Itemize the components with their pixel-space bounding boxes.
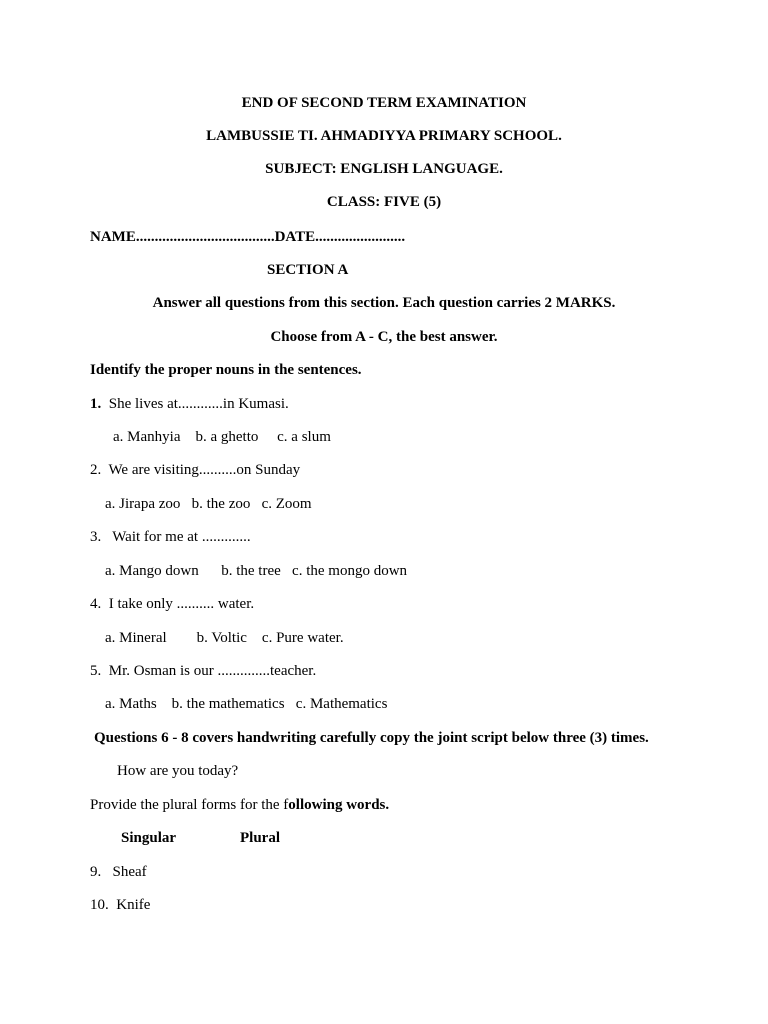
choose-instruction: Choose from A - C, the best answer. (270, 329, 498, 345)
class-line: CLASS: FIVE (5) (326, 194, 442, 210)
question-text: We are visiting..........on Sunday (101, 462, 301, 478)
question-3 (90, 528, 251, 546)
section-title: SECTION A (267, 262, 349, 278)
question-2-options: a. Jirapa zoo b. the zoo c. Zoom (105, 496, 312, 512)
question-3-options: a. Mango down b. the tree c. the mongo down (105, 563, 408, 579)
question-2 (90, 461, 300, 479)
question-number: 5. (90, 663, 102, 679)
question-number: 4. (90, 596, 102, 612)
school-name: LAMBUSSIE TI. AHMADIYYA PRIMARY SCHOOL. (206, 128, 562, 144)
name-date-line: NAME.....................................DATE........................ (90, 229, 406, 245)
column-header-plural: Plural (240, 830, 280, 846)
question-number: 3. (90, 529, 102, 545)
question-text: I take only .......... water. (101, 596, 255, 612)
question-text: Mr. Osman is our ..............teacher. (101, 663, 317, 679)
plural-instruction-start: Provide the plural forms for the f (90, 797, 289, 813)
column-header-singular: Singular (121, 830, 177, 846)
plural-instruction (90, 796, 389, 814)
item-number: 10. (90, 897, 109, 913)
plural-item-9 (90, 863, 147, 881)
question-4 (90, 595, 254, 613)
item-word: Sheaf (101, 864, 147, 880)
question-5 (90, 662, 316, 680)
question-text: She lives at............in Kumasi. (101, 396, 289, 412)
section-instruction: Answer all questions from this section. Each question carries 2 MARKS. (152, 295, 616, 311)
item-number: 9. (90, 864, 102, 880)
plural-item-10 (90, 896, 150, 914)
question-number: 2. (90, 462, 102, 478)
question-5-options: a. Maths b. the mathematics c. Mathematics (105, 696, 388, 712)
handwriting-instruction: Questions 6 - 8 covers handwriting carefully copy the joint script below three (3) times. (94, 730, 649, 746)
question-4-options: a. Mineral b. Voltic c. Pure water. (105, 630, 344, 646)
question-text: Wait for me at ............. (101, 529, 251, 545)
exam-title: END OF SECOND TERM EXAMINATION (241, 95, 527, 111)
subject-line: SUBJECT: ENGLISH LANGUAGE. (265, 161, 503, 177)
task-instruction: Identify the proper nouns in the sentences. (90, 362, 362, 378)
question-1 (90, 395, 289, 413)
item-word: Knife (108, 897, 151, 913)
plural-instruction-end: ollowing words. (288, 797, 390, 813)
question-1-options: a. Manhyia b. a ghetto c. a slum (113, 429, 331, 445)
handwriting-sentence: How are you today? (117, 763, 239, 779)
question-number: 1. (90, 396, 102, 412)
